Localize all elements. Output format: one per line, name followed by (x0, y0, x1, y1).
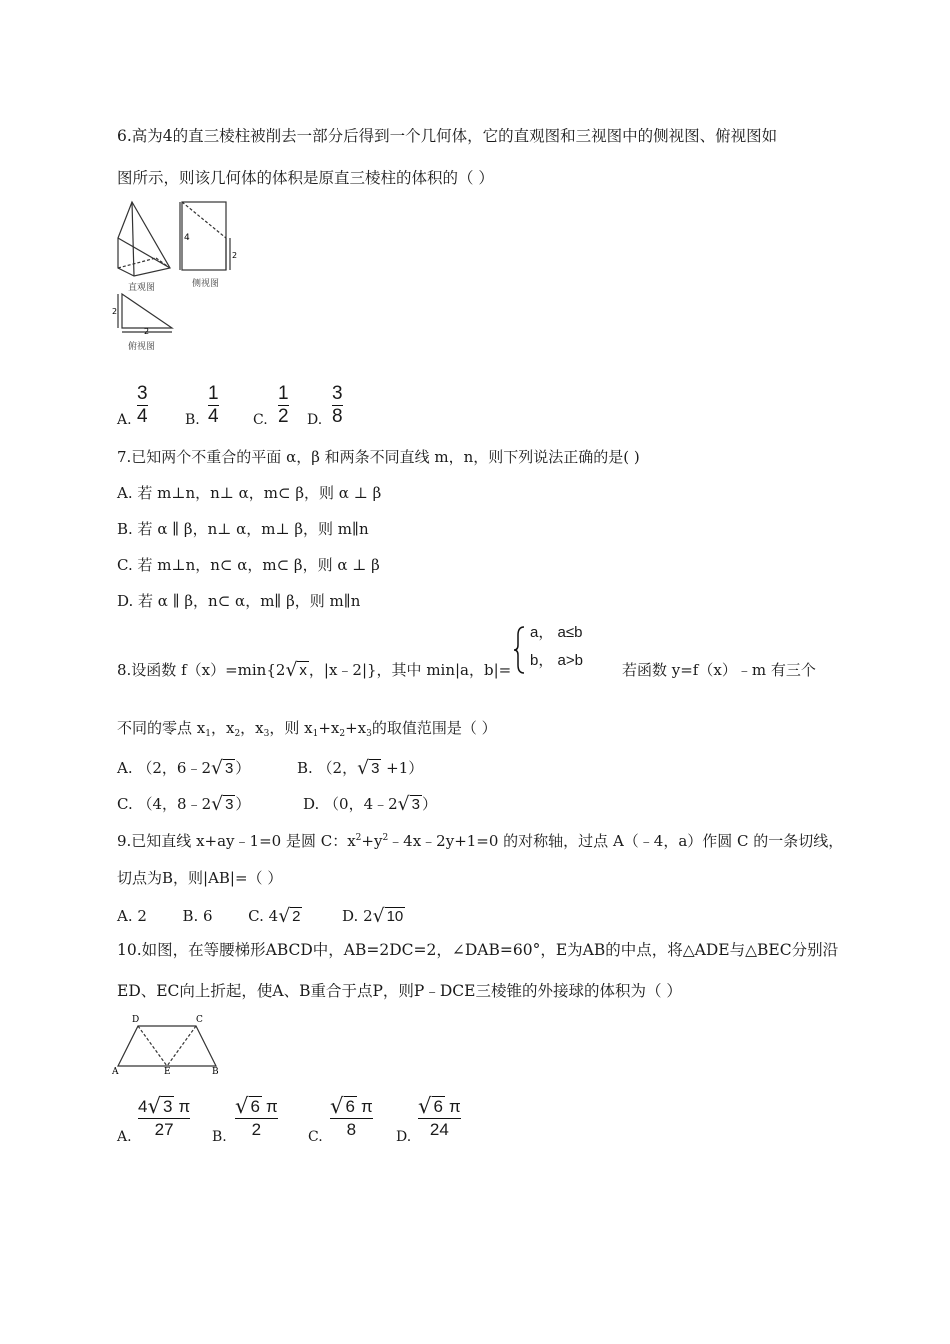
q10-label-b: B (212, 1067, 219, 1075)
q8-option-d-rad: 3 (411, 796, 420, 813)
q8-option-d (303, 794, 437, 815)
q9-option-c-sqrt: √ 2 (278, 905, 301, 927)
q8-option-b (297, 758, 423, 779)
q9-stem-a: 9.已知直线 x+ay﹣1=0 是圆 C：x (117, 832, 356, 850)
q8-line2-d: ，则 x (269, 719, 313, 737)
q8-line2-c: ，x (240, 719, 264, 737)
q6-stem-line1: 6.高为4的直三棱柱被削去一部分后得到一个几何体，它的直观图和三视图中的侧视图、俯视图如 (117, 127, 778, 145)
q8-sqrt-arg: x (299, 662, 307, 679)
q6-option-c-fraction (278, 384, 289, 427)
q6-label-4: 4 (184, 233, 190, 243)
q7-option-a: A. 若 m⊥n，n⊥ α，m⊂ β，则 α ⊥ β (117, 484, 382, 502)
q7-option-d: D. 若 α ∥ β，n⊂ α，m∥ β，则 m∥n (117, 592, 361, 610)
q10-label-d: D (132, 1015, 140, 1025)
q10-option-d-num: √ 6 π (418, 1094, 461, 1120)
q6-caption-front: 直观图 (128, 283, 156, 293)
q10-option-c-fraction (330, 1094, 373, 1140)
q9-option-c-rad: 2 (292, 908, 301, 925)
q8-line2-f: +x (345, 719, 367, 737)
q8-line2-a: 不同的零点 x (117, 719, 206, 737)
q10-option-c-den: 8 (346, 1120, 357, 1140)
q8-option-a-sqrt: √ 3 (211, 757, 234, 779)
q9-stem-c: ﹣4x﹣2y+1=0 的对称轴，过点 A（﹣4，a）作圆 C 的一条切线， (388, 832, 844, 850)
q6-option-a-num: 3 (137, 383, 148, 404)
q10-option-d-den: 24 (429, 1120, 449, 1140)
q10-trapezoid-figure (110, 1010, 225, 1075)
q6-option-d-fraction (332, 384, 343, 427)
q9-sup-a: 2 (355, 833, 362, 843)
q9-option-d-sqrt: √ 10 (372, 905, 404, 927)
q8-line2-g: 的取值范围是（ ） (371, 719, 497, 737)
q10-option-a-letter: A. (117, 1129, 132, 1145)
q7-option-b: B. 若 α ∥ β，n⊥ α，m⊥ β，则 m∥n (117, 520, 369, 538)
q6-option-d-den: 8 (332, 406, 343, 427)
q9-option-d-pre: D. 2 (342, 907, 373, 925)
q8-option-b-sqrt: √ 3 (357, 757, 380, 779)
q10-option-b-letter: B. (212, 1129, 227, 1145)
q7-stem: 7.已知两个不重合的平面 α，β 和两条不同直线 m，n，则下列说法正确的是( ) (117, 448, 640, 466)
q10-option-b-fraction (235, 1094, 278, 1140)
q8-option-c (117, 794, 250, 815)
q9-option-a: A. 2 (117, 907, 147, 925)
q8-option-c-sqrt: √ 3 (211, 793, 234, 815)
q10-option-a-fraction (138, 1094, 191, 1140)
q8-option-d-sqrt: √ 3 (397, 793, 420, 815)
q8-case1: a， a≤b (530, 624, 583, 641)
q8-option-d-pre: D. （0，4﹣2 (303, 795, 398, 813)
q10-option-b-num: √ 6 π (235, 1094, 278, 1120)
q6-option-c-den: 2 (278, 406, 289, 427)
q8-option-a-rad: 3 (224, 760, 234, 777)
q8-option-b-post: +1） (381, 759, 424, 777)
q8-line2-e: +x (318, 719, 340, 737)
q6-option-b-letter: B. (185, 412, 200, 428)
q6-caption-top: 俯视图 (128, 342, 156, 352)
q8-option-a-pre: A. （2，6﹣2 (117, 759, 211, 777)
q8-sub-2b: 2 (339, 729, 346, 739)
q6-option-b-num: 1 (208, 383, 219, 404)
q6-label-2c: 2 (144, 327, 150, 336)
q8-left-brace (512, 625, 526, 675)
q6-figure-three-views (110, 198, 240, 353)
q8-option-a (117, 758, 250, 779)
q8-sqrt-x: √ x (285, 659, 307, 681)
q6-caption-side: 侧视图 (192, 279, 220, 289)
q8-option-d-post: ） (421, 795, 437, 813)
q8-option-a-post: ） (235, 759, 251, 777)
q8-sub-2a: 2 (234, 729, 241, 739)
q8-stem-line1 (117, 660, 511, 681)
q6-label-2b: 2 (112, 307, 118, 316)
q8-option-b-rad: 3 (371, 760, 380, 777)
q6-option-c-letter: C. (253, 412, 268, 428)
q6-option-d-letter: D. (307, 412, 323, 428)
q8-sub-1a: 1 (205, 729, 211, 739)
q8-option-c-post: ） (235, 795, 251, 813)
q9-option-d-rad: 10 (386, 908, 404, 925)
q10-label-c: C (196, 1015, 203, 1025)
q10-option-c-num: √ 6 π (330, 1094, 373, 1120)
q10-option-c-letter: C. (308, 1129, 323, 1145)
q10-option-d-fraction (418, 1094, 461, 1140)
q8-stem-line2 (117, 718, 497, 744)
q6-option-b-fraction (208, 384, 219, 427)
q6-option-c-num: 1 (278, 383, 289, 404)
q9-option-c-pre: C. 4 (248, 907, 279, 925)
q6-option-d-num: 3 (332, 383, 343, 404)
q6-stem-line2: 图所示，则该几何体的体积是原直三棱柱的体积的（ ） (117, 169, 494, 187)
q7-option-c: C. 若 m⊥n，n⊂ α，m⊂ β，则 α ⊥ β (117, 556, 380, 574)
q8-stem-a: 8.设函数 f（x）=min{2 (117, 661, 286, 679)
q8-sub-3b: 3 (366, 729, 372, 739)
q8-option-c-rad: 3 (225, 796, 234, 813)
q8-case2: b， a>b (530, 652, 583, 669)
q6-perspective-view (118, 202, 170, 276)
q9-stem-line1 (117, 828, 843, 851)
q9-stem-line2: 切点为B，则|AB|=（ ） (117, 869, 283, 887)
q10-option-a-den: 27 (154, 1120, 174, 1140)
q8-line2-b: ，x (210, 719, 235, 737)
q10-option-b-den: 2 (251, 1120, 262, 1140)
q8-option-b-pre: B. （2， (297, 759, 358, 777)
q9-option-b: B. 6 (182, 907, 213, 925)
q10-stem-line1: 10.如图，在等腰梯形ABCD中，AB=2DC=2，∠DAB=60°，E为AB的中点，将△ADE与△BEC分别沿 (117, 941, 839, 959)
q8-option-c-pre: C. （4，8﹣2 (117, 795, 212, 813)
q10-option-a-num: 4√ 3 π (138, 1094, 191, 1120)
q8-sub-3a: 3 (263, 729, 270, 739)
q10-option-d-letter: D. (396, 1129, 412, 1145)
q10-stem-line2: ED、EC向上折起，使A、B重合于点P，则P﹣DCE三棱锥的外接球的体积为（ ） (117, 982, 682, 1000)
q8-stem-b: ，|x﹣2|}，其中 min|a，b|= (308, 661, 512, 679)
q6-option-b-den: 4 (208, 406, 219, 427)
q6-option-a-fraction (137, 384, 148, 427)
q10-trapezoid (118, 1026, 216, 1066)
q8-stem-c: 若函数 y=f（x）﹣m 有三个 (622, 661, 816, 679)
q9-sup-b: 2 (382, 833, 389, 843)
q8-sub-1b: 1 (312, 729, 319, 739)
q6-option-a-letter: A. (117, 412, 132, 428)
q10-label-e: E (164, 1067, 171, 1075)
q9-stem-b: +y (361, 832, 383, 850)
q6-option-a-den: 4 (137, 406, 148, 427)
q10-label-a: A (112, 1067, 119, 1075)
q9-options (117, 906, 405, 927)
q6-label-2a: 2 (232, 251, 238, 260)
